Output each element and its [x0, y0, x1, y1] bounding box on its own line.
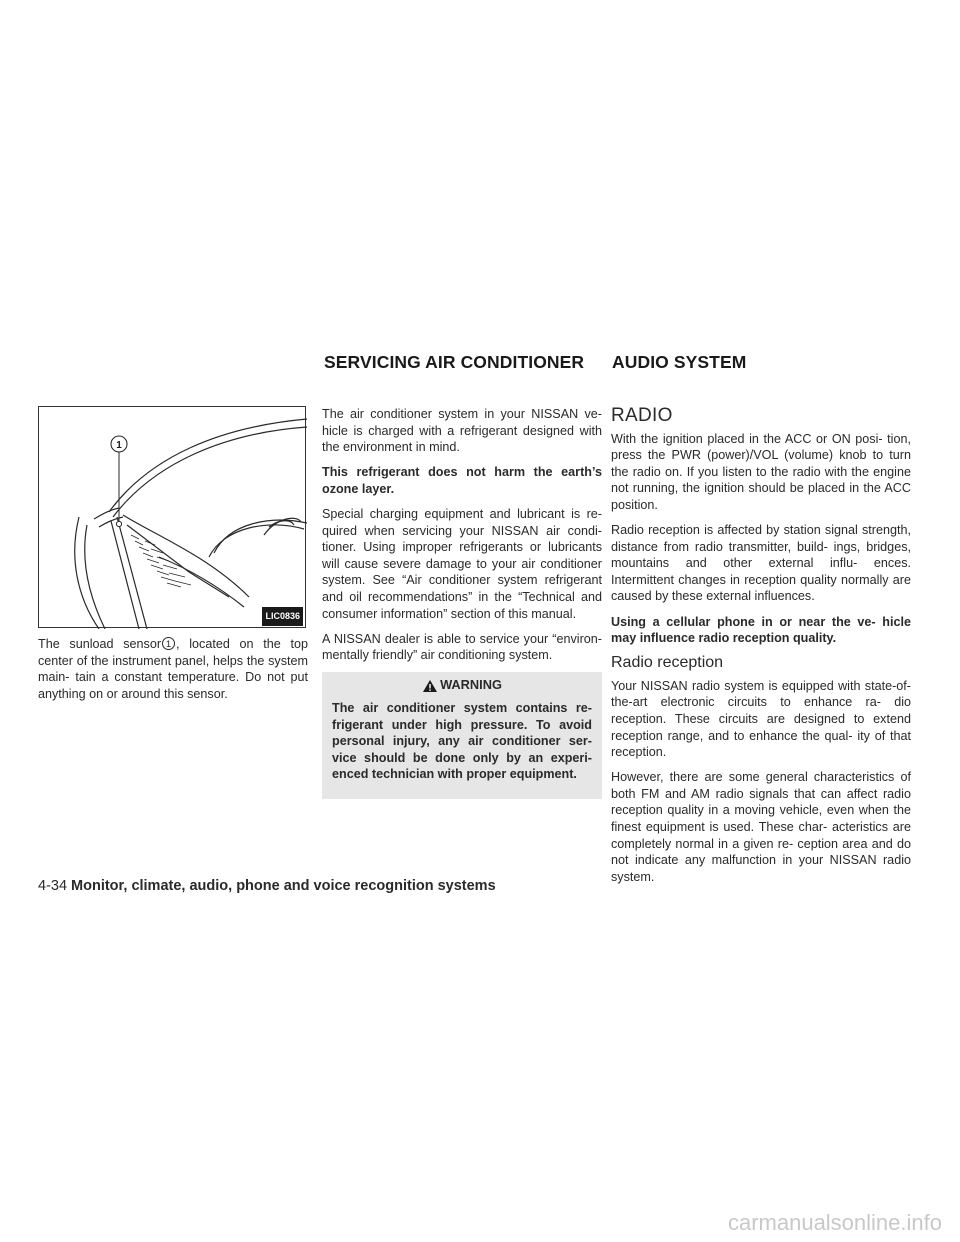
- radio-characteristics-paragraph: However, there are some general characteristics of both FM and AM radio signals that can affect radio reception quality in a moving vehicle, even when the finest equipment is used. These char- acteristics are completely normal in a given re- ception area and do not indicate any malfunction in your NISSAN radio system.: [611, 770, 911, 884]
- watermark: carmanualsonline.info: [727, 1210, 942, 1235]
- column-right: [611, 406, 911, 894]
- radio-reception-heading: Radio reception: [611, 654, 724, 672]
- radio-system-paragraph: Your NISSAN radio system is equipped with state-of-the-art electronic circuits to enhance ra- dio reception. These circuits are designed to extend reception range, and to enhance the qual- ity of that reception.: [611, 678, 911, 760]
- windshield-illustration: [39, 407, 307, 629]
- radio-on-paragraph: With the ignition placed in the ACC or ON posi- tion, press the PWR (power)/VOL (volume) knob to turn the radio on. If you listen to the radio with the engine not running, the ignition should be placed in the ACC position.: [611, 431, 911, 512]
- figure-code: LIC0836: [262, 607, 303, 626]
- column-middle: [322, 406, 602, 799]
- dealer-service-paragraph: A NISSAN dealer is able to service your “environ- mentally friendly” air conditioning system.: [322, 631, 602, 663]
- page-footer: [38, 878, 496, 894]
- radio-affected-paragraph: Radio reception is affected by station signal strength, distance from radio transmitter, build- ings, bridges, mountains and other external influ- ences. Intermittent changes in reception quality normally are caused by these external influences.: [611, 523, 911, 604]
- chapter-title: Monitor, climate, audio, phone and voice recognition systems: [71, 878, 496, 894]
- callout-marker: 1: [162, 637, 175, 650]
- refrigerant-intro: The air conditioner system in your NISSAN ve- hicle is charged with a refrigerant designed with the environment in mind.: [322, 407, 602, 455]
- warning-box: [322, 672, 602, 799]
- ozone-statement: This refrigerant does not harm the earth’s ozone layer.: [322, 465, 602, 496]
- warning-header: [332, 677, 592, 694]
- page-number: 4-34: [38, 878, 68, 894]
- section-heading-audio: AUDIO SYSTEM: [612, 352, 747, 372]
- sunload-sensor-figure: [38, 406, 306, 628]
- section-heading-servicing: SERVICING AIR CONDITIONER: [324, 352, 585, 372]
- cellular-phone-note: Using a cellular phone in or near the ve- hicle may influence radio reception quality.: [611, 614, 911, 646]
- sunload-paragraph: The sunload sensor 1 , located on the top center of the instrument panel, helps the system main- tain a constant temperature. Do not put anything on or around this sensor.: [38, 637, 308, 701]
- callout-number: 1: [116, 440, 122, 451]
- warning-title: WARNING: [440, 677, 502, 693]
- special-equipment-paragraph: Special charging equipment and lubricant is re- quired when servicing your NISSAN air condi- tioner. Using improper refrigerants or lubricants will cause severe damage to your air conditioner system. See “Air conditioner system refrigerant and oil recommendations” in the “Technical and consumer information” section of this manual.: [322, 506, 602, 621]
- radio-heading: RADIO: [611, 405, 673, 426]
- warning-icon: [422, 679, 438, 693]
- sunload-sensor-text: [38, 636, 308, 711]
- warning-text: The air conditioner system contains re- frigerant under high pressure. To avoid personal injury, any air conditioner ser- vice should be done only by an experi- enced technician with proper equipment.: [332, 700, 592, 782]
